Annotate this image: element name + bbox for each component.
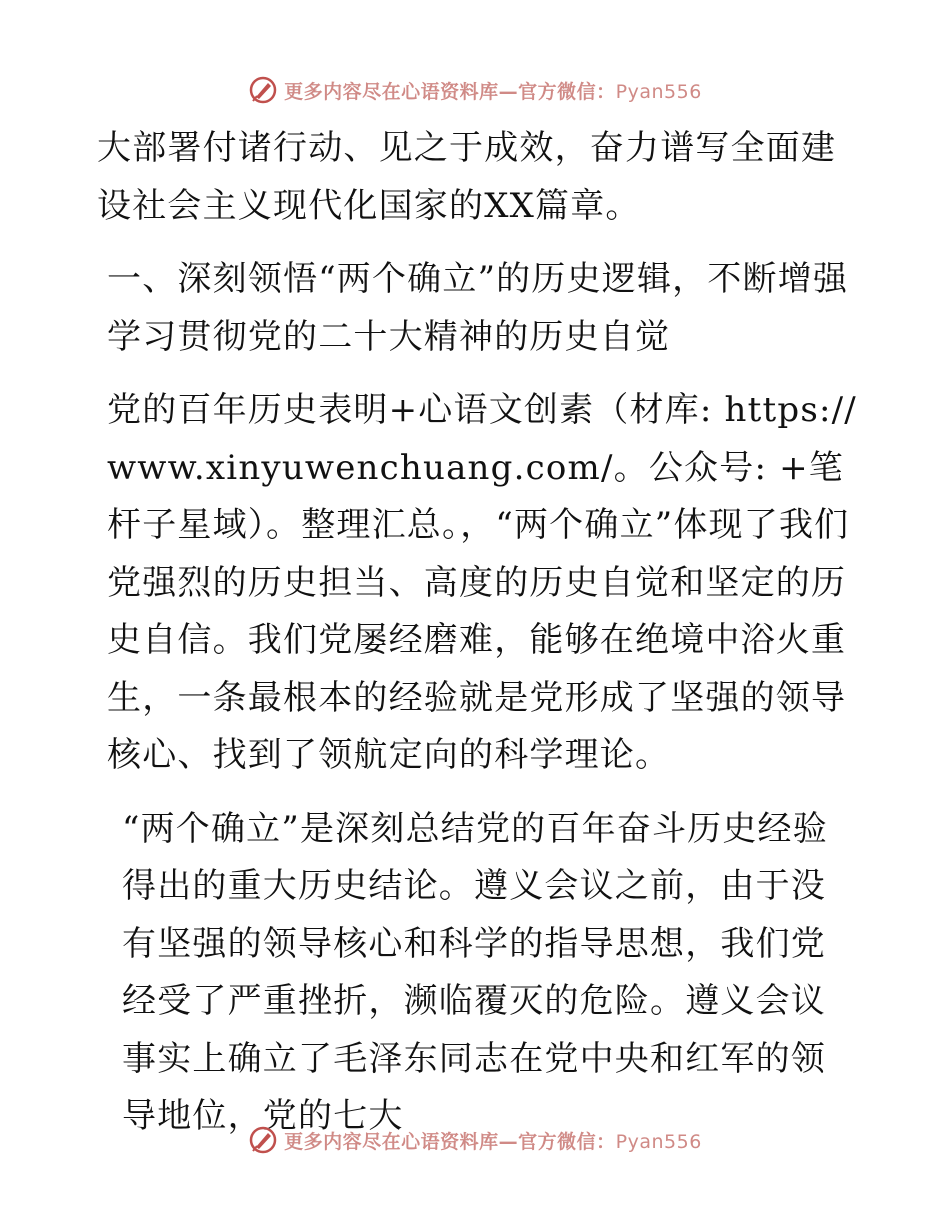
document-body	[97, 120, 857, 1146]
quill-logo-icon	[248, 75, 278, 105]
section-heading: 一、深刻领悟“两个确立”的历史逻辑，不断增强学习贯彻党的二十大精神的历史自觉	[107, 259, 849, 357]
paragraph-history: 党的百年历史表明+心语文创素（材库: https://www.xinyuwenchuang.com/。公众号: +笔杆子星域）。整理汇总。，“两个确立”体现了我们党强烈的历史担当、高度的历史自觉和坚定的历史自信。我们党屡经磨难，能够在绝境中浴火重生，一条最根本的经验就是党形成了坚强的领导核心、找到了领航定向的科学理论。	[107, 390, 857, 775]
quill-logo-icon	[248, 1125, 278, 1155]
header-watermark	[0, 70, 950, 110]
watermark-text: 更多内容尽在心语资料库—官方微信：Pyan556	[284, 1130, 702, 1153]
watermark-text: 更多内容尽在心语资料库—官方微信：Pyan556	[284, 80, 702, 103]
wechat-id: Pyan556	[615, 80, 702, 103]
footer-watermark	[0, 1120, 950, 1160]
paragraph-continuation: 大部署付诸行动、见之于成效，奋力谱写全面建设社会主义现代化国家的XX篇章。	[97, 128, 837, 226]
paragraph-conclusion: “两个确立”是深刻总结党的百年奋斗历史经验得出的重大历史结论。遵义会议之前，由于没有坚强的领导核心和科学的指导思想，我们党经受了严重挫折，濒临覆灭的危险。遵义会议事实上确立了毛泽东同志在党中央和红军的领导地位，党的七大	[122, 808, 828, 1136]
wechat-id: Pyan556	[615, 1130, 702, 1153]
